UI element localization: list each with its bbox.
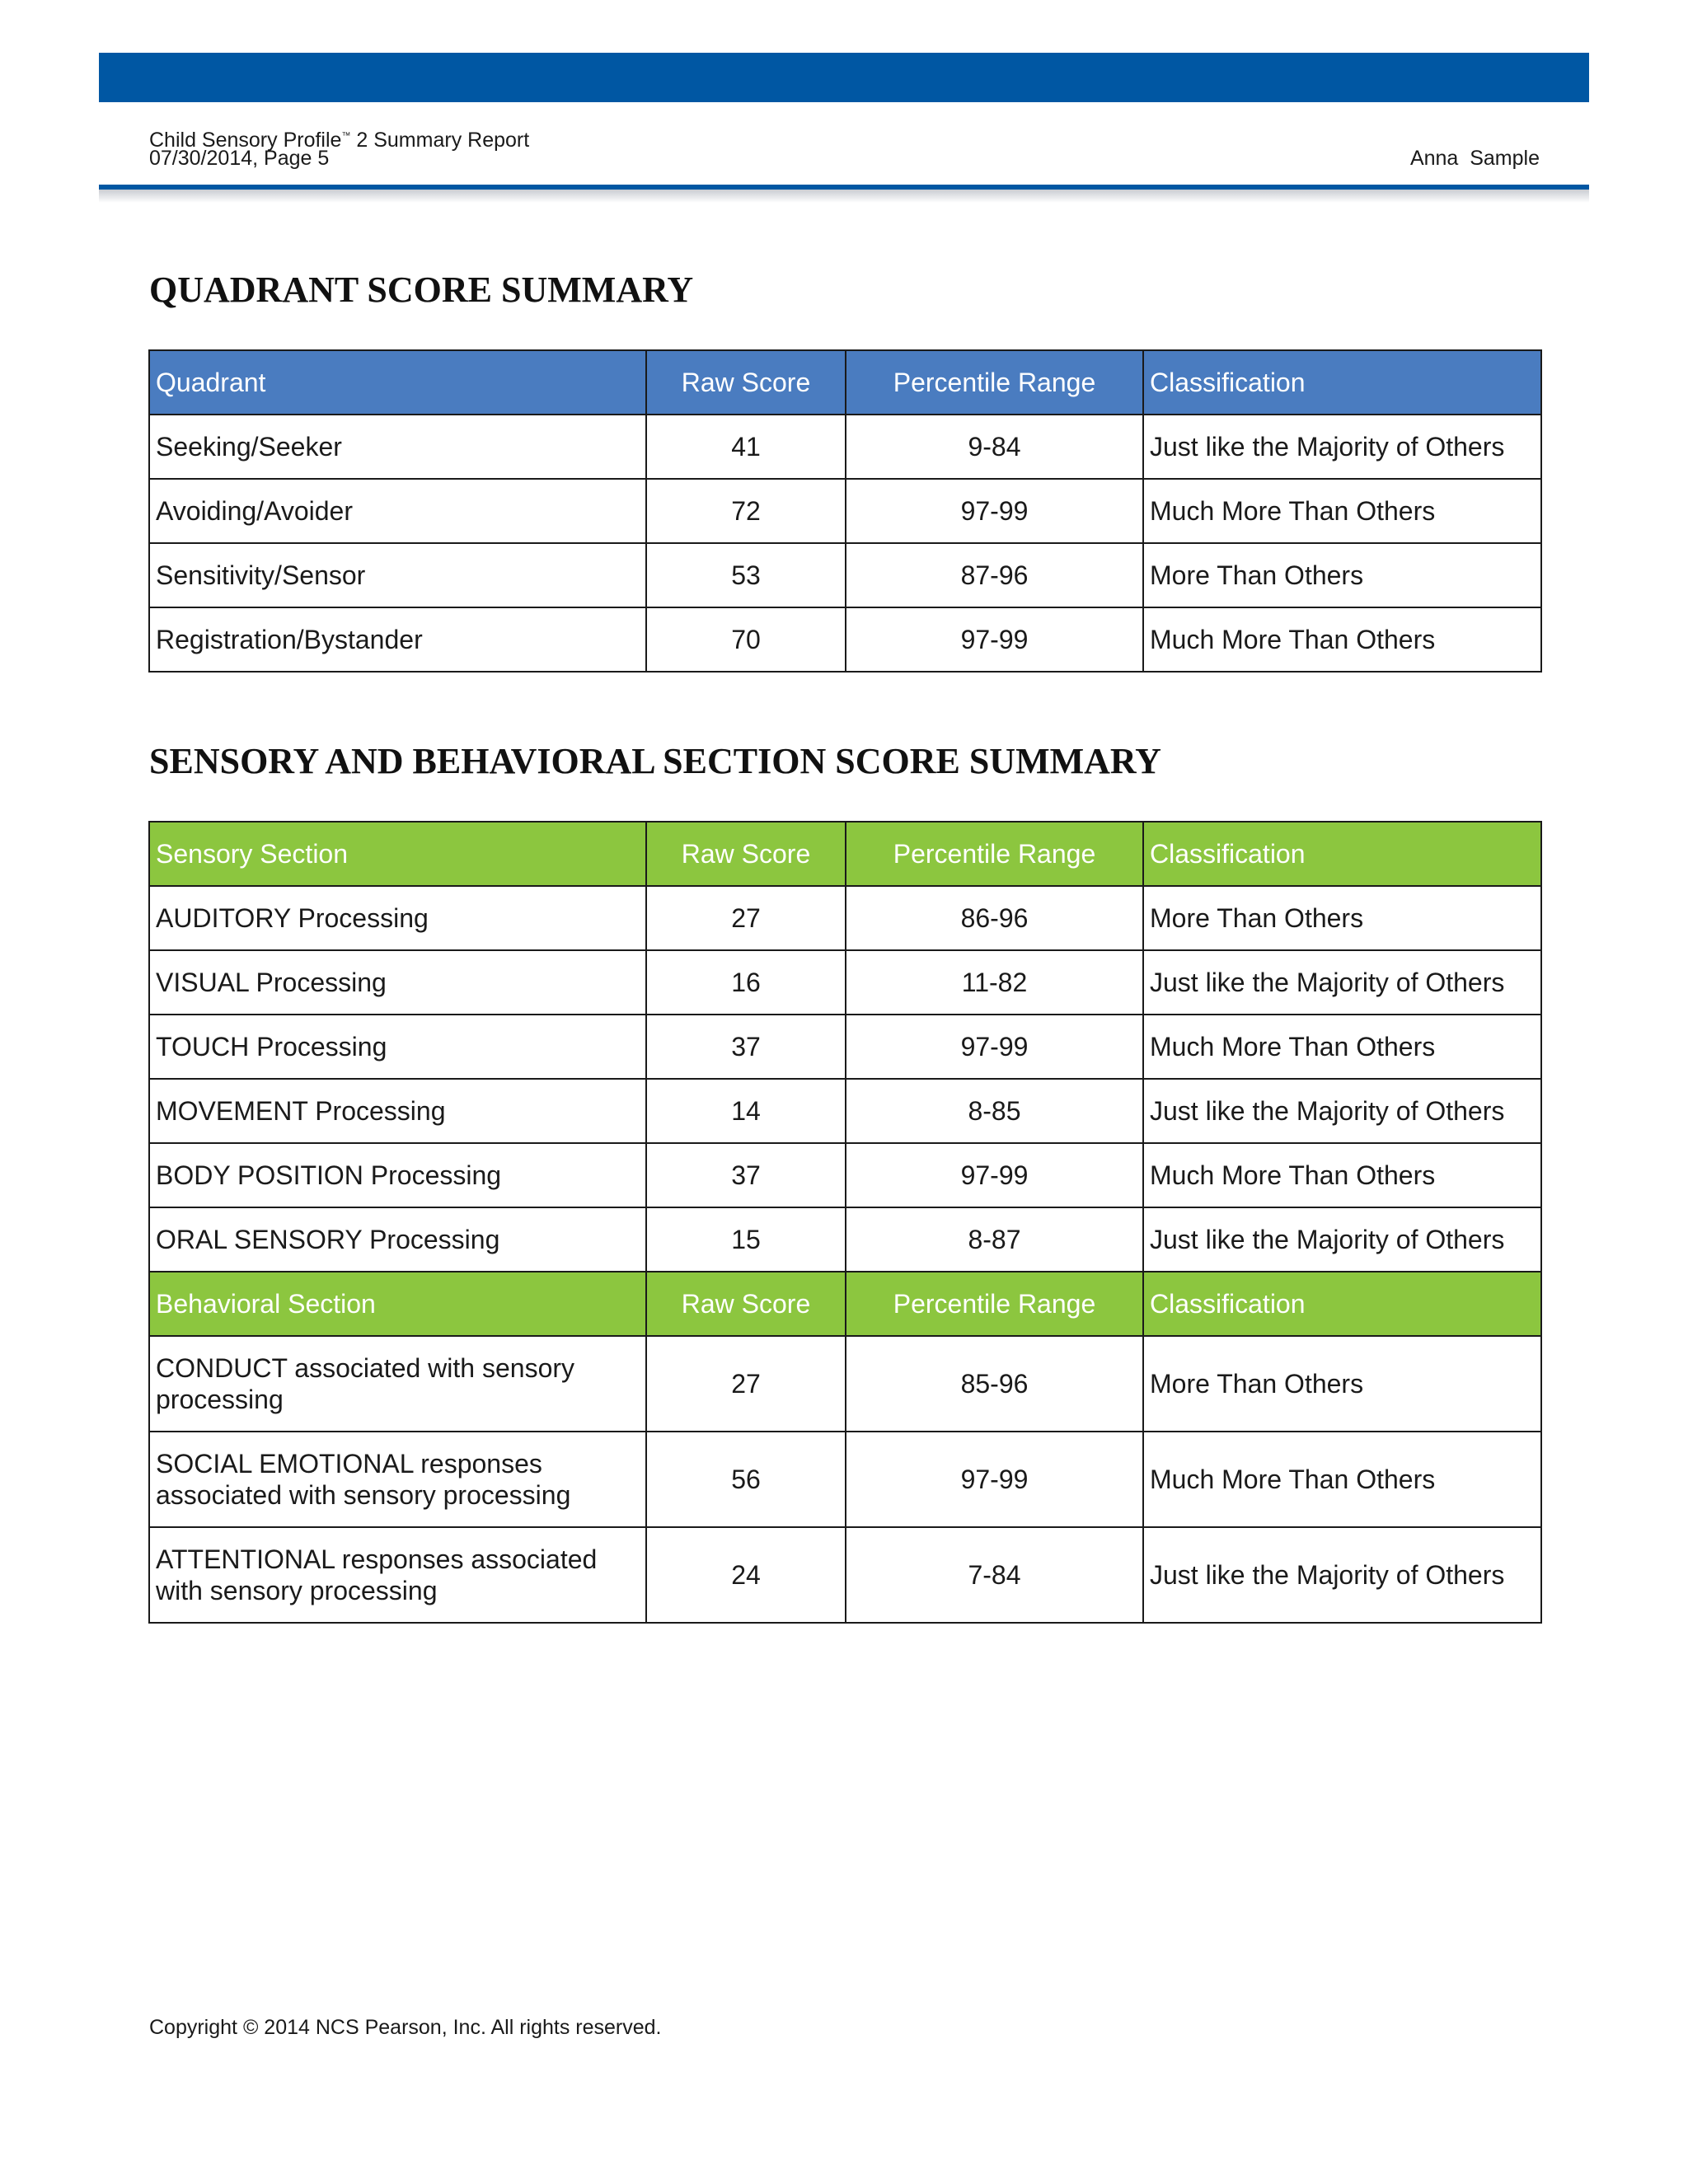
column-header-quadrant: Quadrant — [149, 350, 646, 415]
raw-score-cell: 15 — [646, 1207, 846, 1272]
sensory-behavioral-score-table — [148, 821, 1542, 1624]
classification-cell: Much More Than Others — [1143, 1015, 1541, 1079]
report-date-page: 07/30/2014, Page 5 — [149, 147, 330, 170]
row-label-cell: BODY POSITION Processing — [149, 1143, 646, 1207]
row-label-cell: VISUAL Processing — [149, 950, 646, 1015]
row-label-cell: AUDITORY Processing — [149, 886, 646, 950]
table-row — [149, 1079, 1541, 1143]
classification-cell: More Than Others — [1143, 543, 1541, 607]
row-label-cell: Sensitivity/Sensor — [149, 543, 646, 607]
column-header-sensory-section: Sensory Section — [149, 822, 646, 886]
column-header-behavioral-section: Behavioral Section — [149, 1272, 646, 1336]
percentile-range-cell: 97-99 — [846, 1143, 1143, 1207]
column-header-percentile-range: Percentile Range — [846, 350, 1143, 415]
table-row — [149, 415, 1541, 479]
percentile-range-cell: 7-84 — [846, 1527, 1143, 1623]
row-label-cell: MOVEMENT Processing — [149, 1079, 646, 1143]
copyright-footer: Copyright © 2014 NCS Pearson, Inc. All rights reserved. — [149, 2016, 662, 2039]
classification-cell: Just like the Majority of Others — [1143, 1079, 1541, 1143]
percentile-range-cell: 8-87 — [846, 1207, 1143, 1272]
row-label-cell: SOCIAL EMOTIONAL responses associated with sensory processing — [149, 1432, 646, 1527]
raw-score-cell: 72 — [646, 479, 846, 543]
quadrant-section-title: QUADRANT SCORE SUMMARY — [149, 269, 694, 310]
classification-cell: Much More Than Others — [1143, 479, 1541, 543]
classification-cell: Just like the Majority of Others — [1143, 1527, 1541, 1623]
trademark-symbol: ™ — [341, 131, 351, 141]
table-row — [149, 1527, 1541, 1623]
behavioral-table-header — [149, 1272, 1541, 1336]
raw-score-cell: 70 — [646, 607, 846, 672]
row-label-cell: Registration/Bystander — [149, 607, 646, 672]
raw-score-cell: 37 — [646, 1143, 846, 1207]
table-row — [149, 479, 1541, 543]
raw-score-cell: 37 — [646, 1015, 846, 1079]
header-band — [99, 53, 1589, 102]
raw-score-cell: 56 — [646, 1432, 846, 1527]
column-header-classification: Classification — [1143, 822, 1541, 886]
column-header-classification: Classification — [1143, 1272, 1541, 1336]
raw-score-cell: 24 — [646, 1527, 846, 1623]
table-row — [149, 1336, 1541, 1432]
classification-cell: Just like the Majority of Others — [1143, 950, 1541, 1015]
classification-cell: Just like the Majority of Others — [1143, 1207, 1541, 1272]
classification-cell: Just like the Majority of Others — [1143, 415, 1541, 479]
percentile-range-cell: 97-99 — [846, 479, 1143, 543]
percentile-range-cell: 97-99 — [846, 1432, 1143, 1527]
column-header-percentile-range: Percentile Range — [846, 822, 1143, 886]
column-header-classification: Classification — [1143, 350, 1541, 415]
row-label-cell: Avoiding/Avoider — [149, 479, 646, 543]
raw-score-cell: 41 — [646, 415, 846, 479]
row-label-cell: CONDUCT associated with sensory processing — [149, 1336, 646, 1432]
row-label-cell: ATTENTIONAL responses associated with sensory processing — [149, 1527, 646, 1623]
raw-score-cell: 27 — [646, 1336, 846, 1432]
raw-score-cell: 27 — [646, 886, 846, 950]
raw-score-cell: 53 — [646, 543, 846, 607]
column-header-raw-score: Raw Score — [646, 822, 846, 886]
column-header-percentile-range: Percentile Range — [846, 1272, 1143, 1336]
percentile-range-cell: 8-85 — [846, 1079, 1143, 1143]
percentile-range-cell: 97-99 — [846, 1015, 1143, 1079]
percentile-range-cell: 86-96 — [846, 886, 1143, 950]
table-row — [149, 950, 1541, 1015]
row-label-cell: TOUCH Processing — [149, 1015, 646, 1079]
report-title: Child Sensory Profile™ 2 Summary Report — [149, 129, 530, 152]
table-row — [149, 1207, 1541, 1272]
classification-cell: More Than Others — [1143, 1336, 1541, 1432]
quadrant-table-header — [149, 350, 1541, 415]
client-name: Anna Sample — [1409, 147, 1540, 170]
column-header-raw-score: Raw Score — [646, 350, 846, 415]
classification-cell: Much More Than Others — [1143, 1143, 1541, 1207]
row-label-cell: Seeking/Seeker — [149, 415, 646, 479]
quadrant-score-table — [148, 349, 1542, 673]
table-row — [149, 1143, 1541, 1207]
raw-score-cell: 16 — [646, 950, 846, 1015]
row-label-cell: ORAL SENSORY Processing — [149, 1207, 646, 1272]
percentile-range-cell: 97-99 — [846, 607, 1143, 672]
table-row — [149, 543, 1541, 607]
table-row — [149, 1015, 1541, 1079]
header-shadow — [99, 190, 1589, 203]
percentile-range-cell: 85-96 — [846, 1336, 1143, 1432]
column-header-raw-score: Raw Score — [646, 1272, 846, 1336]
table-row — [149, 1432, 1541, 1527]
sensory-table-header — [149, 822, 1541, 886]
raw-score-cell: 14 — [646, 1079, 846, 1143]
percentile-range-cell: 9-84 — [846, 415, 1143, 479]
percentile-range-cell: 11-82 — [846, 950, 1143, 1015]
percentile-range-cell: 87-96 — [846, 543, 1143, 607]
table-row — [149, 607, 1541, 672]
sensory-behavioral-section-title: SENSORY AND BEHAVIORAL SECTION SCORE SUMMARY — [149, 741, 1161, 781]
classification-cell: Much More Than Others — [1143, 1432, 1541, 1527]
classification-cell: Much More Than Others — [1143, 607, 1541, 672]
classification-cell: More Than Others — [1143, 886, 1541, 950]
table-row — [149, 886, 1541, 950]
